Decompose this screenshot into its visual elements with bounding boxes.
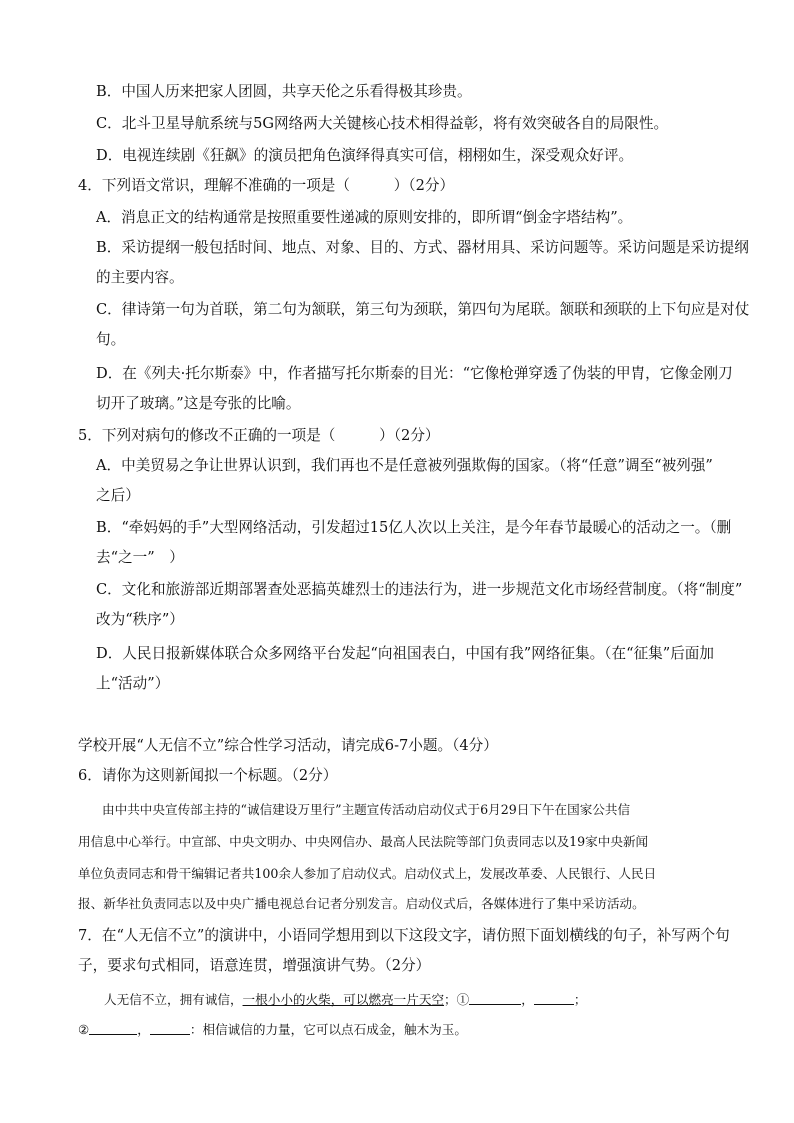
section-intro: 学校开展“人无信不立”综合性学习活动，请完成6-7小题。（4分） bbox=[78, 737, 498, 754]
q7-line2-suffix: ：相信诚信的力量，它可以点石成金，触木为玉。 bbox=[189, 1022, 467, 1037]
q7-semicolon-1: ； bbox=[573, 992, 587, 1007]
q5-option-c-line1: C．文化和旅游部近期部署查处恶搞英雄烈士的违法行为，进一步规范文化市场经营制度。（将“制度” bbox=[96, 581, 743, 598]
answer-blank-2a[interactable] bbox=[89, 1020, 137, 1035]
q6-passage-line3: 单位负责同志和骨干编辑记者共100余人参加了启动仪式。启动仪式上，发展改革委、人民银行、人民日 bbox=[78, 866, 657, 881]
q7-stem-line1: 7．在“人无信不立”的演讲中，小语同学想用到以下这段文字，请仿照下面划横线的句子，补写两个句 bbox=[78, 927, 730, 944]
q5-option-d-line1: D．人民日报新媒体联合众多网络平台发起“向祖国表白，中国有我”网络征集。（在“征集”后面加 bbox=[96, 645, 714, 662]
q7-sample-line1 bbox=[104, 990, 586, 1010]
q5-option-a-line1: A．中美贸易之争让世界认识到，我们再也不是任意被列强欺侮的国家。（将“任意”调至“被列强” bbox=[96, 457, 713, 474]
q4-option-d-line2: 切开了玻璃。”这是夸张的比喻。 bbox=[96, 395, 301, 412]
q3-option-d: D．电视连续剧《狂飙》的演员把角色演绎得真实可信，栩栩如生，深受观众好评。 bbox=[96, 147, 634, 164]
q4-stem: 4．下列语文常识，理解不准确的一项是（ ）（2分） bbox=[78, 177, 455, 194]
q5-stem: 5．下列对病句的修改不正确的一项是（ ）（2分） bbox=[78, 427, 440, 444]
q5-option-b-line1: B．“牵妈妈的手”大型网络活动，引发超过15亿人次以上关注，是今年春节最暖心的活动之一。（删 bbox=[96, 519, 732, 536]
q5-option-c-line2: 改为“秩序”） bbox=[96, 611, 184, 628]
q6-stem: 6．请你为这则新闻拟一个标题。（2分） bbox=[78, 767, 338, 784]
q5-option-d-line2: 上“活动”） bbox=[96, 675, 170, 692]
q7-line2-prefix: ② bbox=[78, 1022, 90, 1037]
answer-blank-2b[interactable] bbox=[150, 1020, 190, 1035]
q7-line1-after: ；① bbox=[444, 992, 470, 1007]
q4-option-b-line1: B．采访提纲一般包括时间、地点、对象、目的、方式、器材用具、采访问题等。采访问题是采访提纲 bbox=[96, 239, 749, 256]
q4-option-c-line1: C．律诗第一句为首联，第二句为颔联，第三句为颈联，第四句为尾联。颔联和颈联的上下句应是对仗 bbox=[96, 301, 750, 318]
q4-option-d-line1: D．在《列夫·托尔斯泰》中，作者描写托尔斯泰的目光：“它像枪弹穿透了伪装的甲胄，它像金刚刀 bbox=[96, 365, 733, 382]
q7-line1-prefix: 人无信不立，拥有诚信， bbox=[104, 992, 243, 1007]
answer-blank-1b[interactable] bbox=[534, 990, 574, 1005]
q7-stem-line2: 子，要求句式相同，语意连贯，增强演讲气势。（2分） bbox=[78, 957, 431, 974]
q4-option-c-line2: 句。 bbox=[96, 331, 126, 348]
q3-option-c: C．北斗卫星导航系统与5G网络两大关键核心技术相得益彰，将有效突破各自的局限性。 bbox=[96, 115, 669, 132]
q4-option-a: A．消息正文的结构通常是按照重要性递减的原则安排的，即所谓“倒金字塔结构”。 bbox=[96, 209, 633, 226]
q7-comma-2: ， bbox=[137, 1022, 150, 1037]
q5-option-b-line2: 去“之一” ） bbox=[96, 549, 184, 566]
q6-passage-line2: 用信息中心举行。中宣部、中央文明办、中央网信办、最高人民法院等部门负责同志以及19家中央新闻 bbox=[78, 834, 649, 849]
q3-option-b: B．中国人历来把家人团圆，共享天伦之乐看得极其珍贵。 bbox=[96, 83, 472, 100]
answer-blank-1a[interactable] bbox=[469, 990, 521, 1005]
q7-sample-line2 bbox=[78, 1020, 467, 1040]
q4-option-b-line2: 的主要内容。 bbox=[96, 269, 184, 286]
q6-passage-line1: 由中共中央宣传部主持的“诚信建设万里行”主题宣传活动启动仪式于6月29日下午在国家公共信 bbox=[102, 802, 631, 817]
q7-comma-1: ， bbox=[521, 992, 534, 1007]
q6-passage-line4: 报、新华社负责同志以及中央广播电视总台记者分别发言。启动仪式后，各媒体进行了集中采访活动。 bbox=[78, 896, 645, 911]
q5-option-a-line2: 之后） bbox=[96, 487, 140, 504]
q7-underlined-sentence: 一根小小的火柴，可以燃亮一片天空 bbox=[242, 992, 445, 1007]
